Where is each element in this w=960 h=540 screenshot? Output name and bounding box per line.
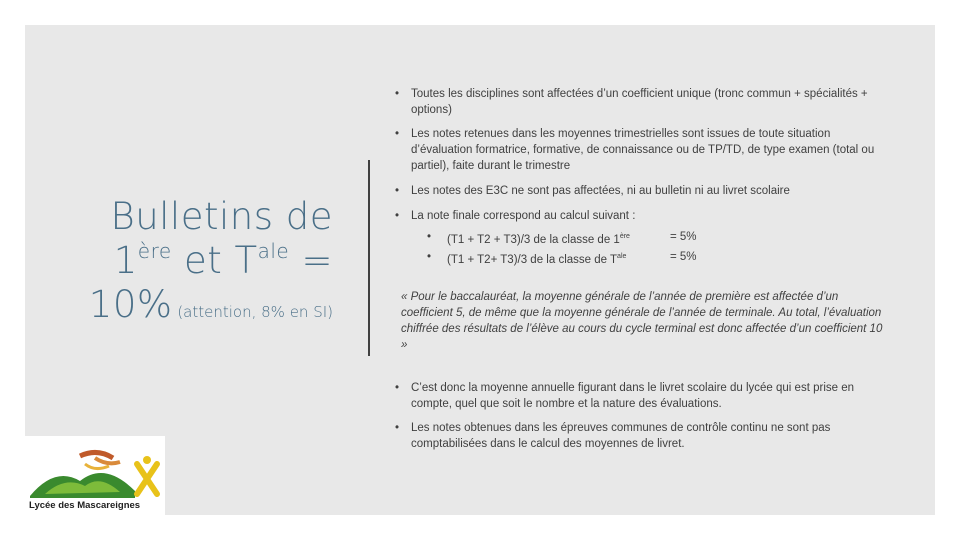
title-sup-2: ale [257, 239, 290, 263]
bullet-dot: • [395, 128, 400, 140]
sub-item [427, 249, 727, 268]
sub-item-value: = 5% [670, 251, 697, 263]
bullet-text: Toutes les disciplines sont affectées d’un coefficient unique (tronc commun + spécialités + options) [411, 88, 868, 116]
school-logo [25, 436, 165, 515]
bullet-item [395, 126, 885, 174]
slide-title [50, 195, 333, 334]
sub-item-text: (T1 + T2+ T3)/3 de la classe de T [447, 253, 618, 266]
title-note: (attention, 8% en SI) [172, 303, 333, 321]
bullet-text: La note finale correspond au calcul suivant : [411, 210, 636, 222]
bullet-dot: • [395, 88, 400, 100]
logo-text: Lycée des Mascareignes [29, 500, 141, 511]
bullet-text: Les notes obtenues dans les épreuves communes de contrôle continu ne sont pas comptabilisées dans le calcul des moyennes de livret. [411, 422, 831, 450]
title-line-3 [50, 283, 333, 334]
bullet-item [395, 86, 885, 118]
title-num: 1 [113, 239, 138, 282]
bullet-item [395, 183, 885, 199]
bullet-item [395, 420, 885, 452]
bullet-item [395, 380, 885, 412]
sub-item-value: = 5% [670, 231, 697, 243]
bullet-text: Les notes des E3C ne sont pas affectées, ni au bulletin ni au livret scolaire [411, 185, 790, 197]
sub-item-sup: ale [617, 253, 627, 260]
sub-bullet-dot: • [427, 251, 432, 263]
title-sup-1: ère [137, 239, 172, 263]
sub-item-text: (T1 + T2 + T3)/3 de la classe de 1 [447, 233, 620, 246]
bullet-text: Les notes retenues dans les moyennes trimestrielles sont issues de toute situation d’évaluation formatrice, formative, de connaissance ou de TP/TD, de type examen (total ou partiel), faite durant le trimestre [411, 128, 875, 172]
bullet-dot: • [395, 422, 400, 434]
quote-block: « Pour le baccalauréat, la moyenne générale de l’année de première est affectée d’un coefficient 5, de même que la moyenne générale de l’année de terminale. Au total, l’évaluation chiffrée des résultats de l’élève au cours du cycle terminal est donc affectée d’un coefficient 10 » [401, 291, 883, 351]
sub-item [427, 229, 727, 248]
title-line-1: Bulletins de [110, 195, 333, 238]
title-line-2 [50, 239, 333, 283]
sub-bullet-dot: • [427, 231, 432, 243]
title-mid: et T [171, 239, 258, 282]
bullet-text: C’est donc la moyenne annuelle figurant dans le livret scolaire du lycée qui est prise en compte, quel que soit le nombre et la nature des évaluations. [411, 382, 855, 410]
bullet-dot: • [395, 210, 400, 222]
sub-item-sup: ère [619, 233, 630, 240]
bullet-item [395, 208, 885, 224]
bullet-dot: • [395, 382, 400, 394]
title-percent: 10% [88, 283, 173, 326]
title-end: = [289, 239, 333, 282]
vertical-divider [368, 160, 370, 356]
bullet-dot: • [395, 185, 400, 197]
